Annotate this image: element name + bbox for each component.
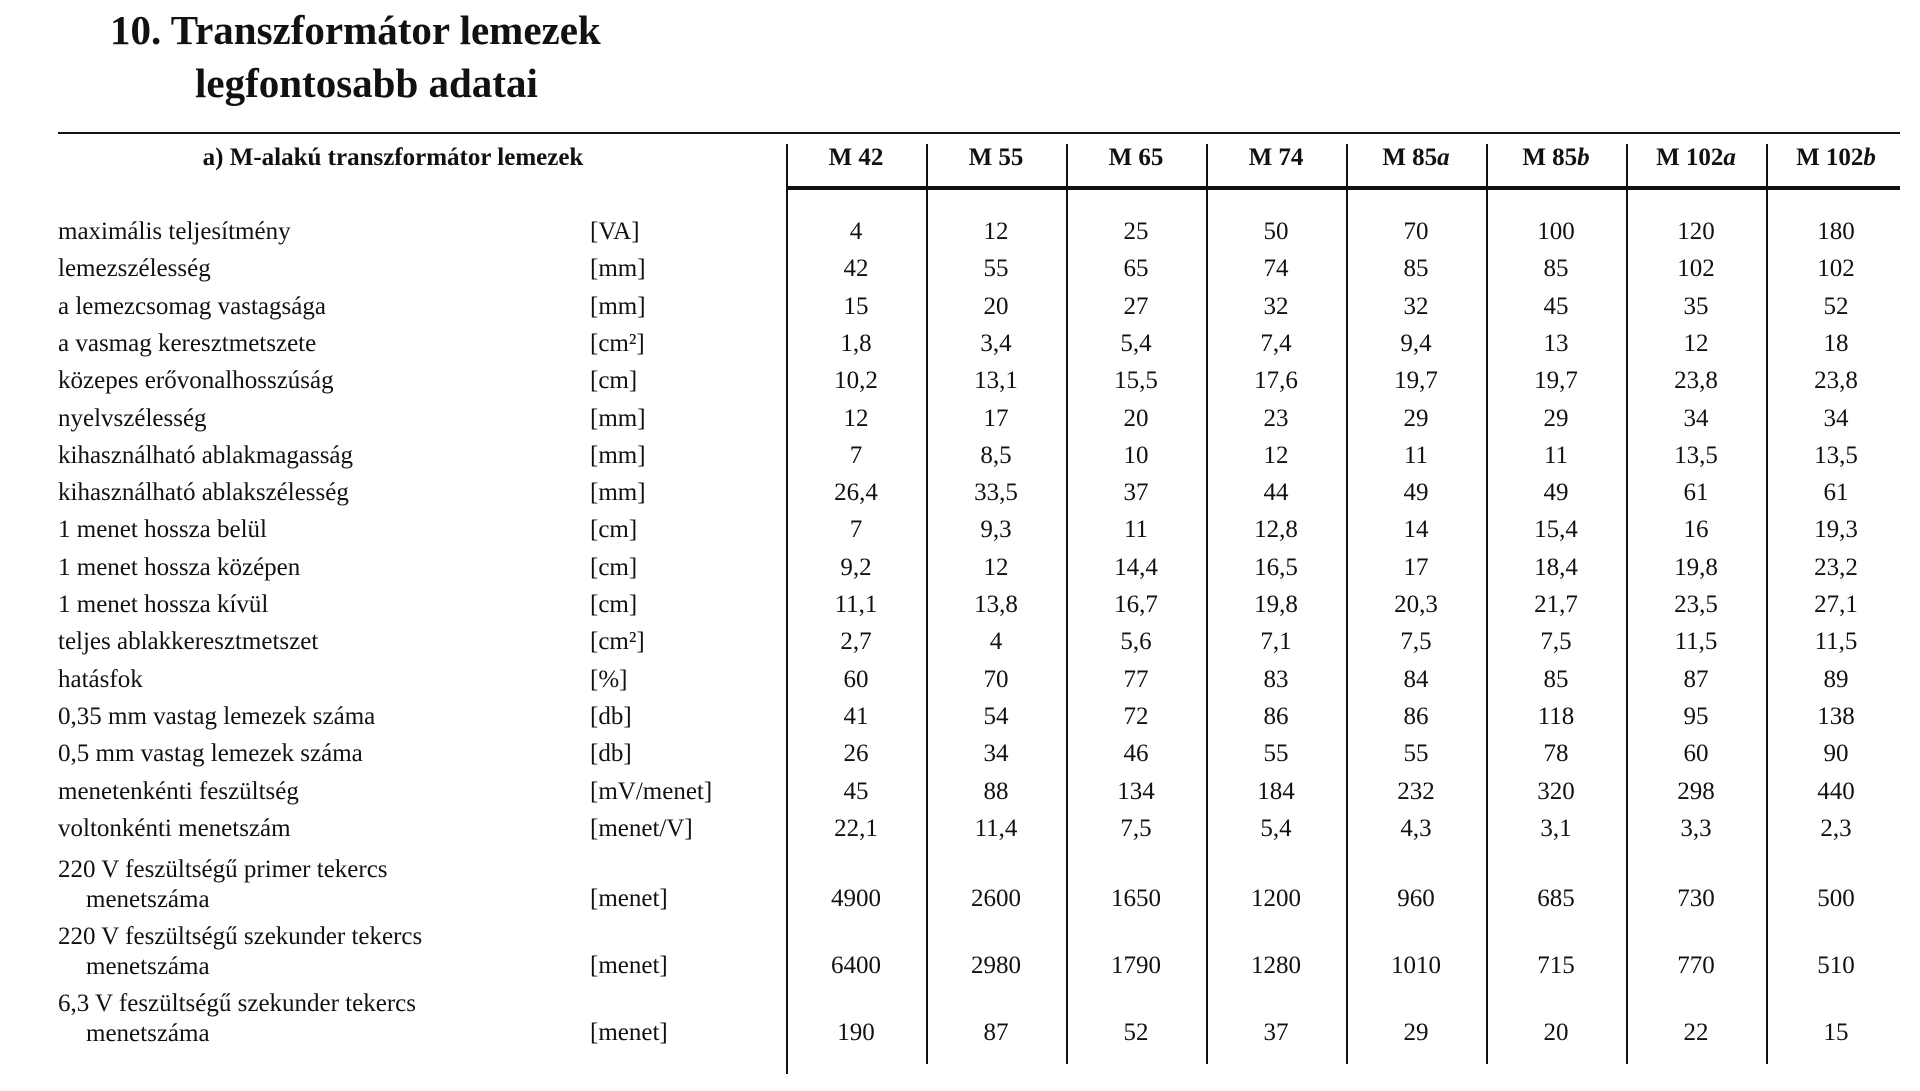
table-cell: 8,5: [980, 442, 1012, 469]
table-cell: 14: [1403, 516, 1429, 543]
table-cell: 7,5: [1540, 628, 1572, 655]
table-cell: 730: [1677, 885, 1715, 912]
row-label: 6,3 V feszültségű szekunder tekercs menetszáma: [58, 990, 416, 1047]
table-cell: 2600: [971, 885, 1021, 912]
table-cell: 15,5: [1114, 367, 1158, 394]
table-cell: 29: [1543, 405, 1569, 432]
table-cell: 49: [1543, 479, 1569, 506]
table-cell: 1280: [1251, 952, 1301, 979]
table-cell: 72: [1123, 703, 1149, 730]
table-cell: 1650: [1111, 885, 1161, 912]
table-cell: 34: [1823, 405, 1849, 432]
table-cell: 37: [1263, 1019, 1289, 1046]
table-cell: 20,3: [1394, 591, 1438, 618]
row-label: 1 menet hossza kívül: [58, 591, 269, 618]
table-cell: 52: [1123, 1019, 1149, 1046]
row-label: teljes ablakkeresztmetszet: [58, 628, 319, 655]
table-cell: 19,8: [1254, 591, 1298, 618]
table-cell: 35: [1683, 293, 1709, 320]
table-cell: 16,5: [1254, 554, 1298, 581]
table-row: [0, 740, 1920, 776]
table-cell: 12: [1683, 330, 1709, 357]
table-row: [0, 255, 1920, 291]
table-cell: 440: [1817, 778, 1855, 805]
table-cell: 19,7: [1534, 367, 1578, 394]
row-unit: [menet]: [590, 1019, 668, 1046]
table-cell: 13,5: [1674, 442, 1718, 469]
row-unit: [mm]: [590, 442, 646, 469]
row-label: hatásfok: [58, 666, 143, 693]
table-cell: 10,2: [834, 367, 878, 394]
table-cell: 5,4: [1260, 815, 1292, 842]
table-cell: 89: [1823, 666, 1849, 693]
table-cell: 9,3: [980, 516, 1012, 543]
table-cell: 2,3: [1820, 815, 1852, 842]
row-unit: [mm]: [590, 479, 646, 506]
row-unit: [mV/menet]: [590, 778, 713, 805]
table-cell: 11: [1123, 516, 1149, 543]
table-cell: 77: [1123, 666, 1149, 693]
table-cell: 26,4: [834, 479, 878, 506]
table-cell: 32: [1403, 293, 1429, 320]
column-header: M 74: [1248, 144, 1304, 171]
title-line-1: 10. Transzformátor lemezek: [110, 7, 601, 53]
table-cell: 15: [1823, 1019, 1849, 1046]
table-cell: 1,8: [840, 330, 872, 357]
table-cell: 65: [1123, 255, 1149, 282]
table-cell: 184: [1257, 778, 1295, 805]
table-row: [0, 367, 1920, 403]
table-cell: 61: [1683, 479, 1709, 506]
table-cell: 46: [1123, 740, 1149, 767]
row-label: 220 V feszültségű szekunder tekercs menetszáma: [58, 923, 423, 980]
table-cell: 770: [1677, 952, 1715, 979]
row-unit: [db]: [590, 703, 632, 730]
top-rule: [58, 132, 1900, 134]
row-unit: [mm]: [590, 255, 646, 282]
row-unit: [cm]: [590, 591, 638, 618]
table-cell: 16: [1683, 516, 1709, 543]
table-cell: 29: [1403, 405, 1429, 432]
table-cell: 54: [983, 703, 1009, 730]
table-row: [0, 591, 1920, 627]
table-cell: 3,1: [1540, 815, 1572, 842]
table-cell: 23,8: [1814, 367, 1858, 394]
table-cell: 1200: [1251, 885, 1301, 912]
row-label: közepes erővonalhosszúság: [58, 367, 334, 394]
table-cell: 120: [1677, 218, 1715, 245]
table-cell: 17: [1403, 554, 1429, 581]
table-cell: 9,2: [840, 554, 872, 581]
table-cell: 20: [1543, 1019, 1569, 1046]
table-cell: 85: [1543, 255, 1569, 282]
table-row: [0, 703, 1920, 739]
table-cell: 13: [1543, 330, 1569, 357]
table-row: [0, 815, 1920, 851]
table-cell: 715: [1537, 952, 1575, 979]
table-cell: 87: [983, 1019, 1009, 1046]
table-row: [0, 330, 1920, 366]
table-cell: 11: [1543, 442, 1569, 469]
table-cell: 4900: [831, 885, 881, 912]
row-label: a lemezcsomag vastagsága: [58, 293, 326, 320]
table-row: [0, 516, 1920, 552]
table-row: [0, 554, 1920, 590]
table-cell: 23,8: [1674, 367, 1718, 394]
column-header: M 65: [1108, 144, 1164, 171]
table-cell: 2980: [971, 952, 1021, 979]
table-cell: 20: [983, 293, 1009, 320]
table-cell: 61: [1823, 479, 1849, 506]
table-cell: 55: [1263, 740, 1289, 767]
table-cell: 4,3: [1400, 815, 1432, 842]
row-label: 0,5 mm vastag lemezek száma: [58, 740, 363, 767]
table-row: [0, 778, 1920, 814]
row-label: nyelvszélesség: [58, 405, 207, 432]
table-cell: 1010: [1391, 952, 1441, 979]
table-cell: 5,4: [1120, 330, 1152, 357]
table-cell: 10: [1123, 442, 1149, 469]
table-cell: 78: [1543, 740, 1569, 767]
table-cell: 22,1: [834, 815, 878, 842]
table-cell: 685: [1537, 885, 1575, 912]
table-cell: 12,8: [1254, 516, 1298, 543]
row-unit: [mm]: [590, 405, 646, 432]
table-cell: 41: [843, 703, 869, 730]
table-cell: 12: [1263, 442, 1289, 469]
table-cell: 45: [843, 778, 869, 805]
table-cell: 13,5: [1814, 442, 1858, 469]
table-cell: 17,6: [1254, 367, 1298, 394]
row-unit: [cm]: [590, 554, 638, 581]
table-cell: 13,1: [974, 367, 1018, 394]
column-header: M 42: [828, 144, 884, 171]
table-cell: 70: [1403, 218, 1429, 245]
table-cell: 86: [1403, 703, 1429, 730]
table-cell: 16,7: [1114, 591, 1158, 618]
table-row: [0, 405, 1920, 441]
column-header: M 102b: [1796, 144, 1876, 171]
table-cell: 232: [1397, 778, 1435, 805]
table-cell: 90: [1823, 740, 1849, 767]
table-cell: 19,3: [1814, 516, 1858, 543]
row-label: 220 V feszültségű primer tekercs menetszáma: [58, 856, 388, 913]
table-cell: 49: [1403, 479, 1429, 506]
table-cell: 84: [1403, 666, 1429, 693]
row-label: kihasználható ablakmagasság: [58, 442, 354, 469]
table-cell: 23,2: [1814, 554, 1858, 581]
table-cell: 18,4: [1534, 554, 1578, 581]
table-cell: 7,5: [1120, 815, 1152, 842]
table-cell: 7,1: [1260, 628, 1292, 655]
column-header: M 85b: [1522, 144, 1590, 171]
row-unit: [menet/V]: [590, 815, 693, 842]
table-cell: 55: [983, 255, 1009, 282]
table-cell: 86: [1263, 703, 1289, 730]
table-cell: 6400: [831, 952, 881, 979]
table-cell: 25: [1123, 218, 1149, 245]
table-row: [0, 479, 1920, 515]
row-unit: [db]: [590, 740, 632, 767]
table-cell: 83: [1263, 666, 1289, 693]
table-cell: 17: [983, 405, 1009, 432]
table-cell: 88: [983, 778, 1009, 805]
row-unit: [%]: [590, 666, 628, 693]
table-cell: 23: [1263, 405, 1289, 432]
table-cell: 3,4: [980, 330, 1012, 357]
table-cell: 11: [1403, 442, 1429, 469]
table-row: [0, 442, 1920, 478]
row-unit: [cm²]: [590, 330, 645, 357]
table-cell: 11,4: [974, 815, 1018, 842]
table-cell: 510: [1817, 952, 1855, 979]
table-cell: 2,7: [840, 628, 872, 655]
table-cell: 34: [983, 740, 1009, 767]
table-cell: 190: [837, 1019, 875, 1046]
table-row: [0, 922, 1920, 986]
table-cell: 12: [843, 405, 869, 432]
table-row: [0, 666, 1920, 702]
table-cell: 29: [1403, 1019, 1429, 1046]
table-cell: 500: [1817, 885, 1855, 912]
table-cell: 27,1: [1814, 591, 1858, 618]
table-cell: 18: [1823, 330, 1849, 357]
row-unit: [cm]: [590, 516, 638, 543]
table-cell: 1790: [1111, 952, 1161, 979]
table-row: [0, 989, 1920, 1053]
table-cell: 4: [849, 218, 863, 245]
table-cell: 55: [1403, 740, 1429, 767]
table-cell: 180: [1817, 218, 1855, 245]
table-cell: 4: [989, 628, 1003, 655]
row-unit: [menet]: [590, 952, 668, 979]
table-cell: 12: [983, 218, 1009, 245]
table-cell: 33,5: [974, 479, 1018, 506]
table-cell: 100: [1537, 218, 1575, 245]
column-header: M 85a: [1382, 144, 1450, 171]
table-cell: 85: [1543, 666, 1569, 693]
table-cell: 74: [1263, 255, 1289, 282]
table-cell: 3,3: [1680, 815, 1712, 842]
table-cell: 87: [1683, 666, 1709, 693]
table-cell: 60: [843, 666, 869, 693]
table-cell: 13,8: [974, 591, 1018, 618]
row-label: a vasmag keresztmetszete: [58, 330, 317, 357]
table-row: [0, 218, 1920, 254]
row-label: maximális teljesítmény: [58, 218, 291, 245]
table-cell: 85: [1403, 255, 1429, 282]
table-cell: 50: [1263, 218, 1289, 245]
table-cell: 32: [1263, 293, 1289, 320]
table-cell: 5,6: [1120, 628, 1152, 655]
row-unit: [mm]: [590, 293, 646, 320]
table-cell: 12: [983, 554, 1009, 581]
header-rule: [786, 186, 1900, 190]
table-cell: 134: [1117, 778, 1155, 805]
table-cell: 27: [1123, 293, 1149, 320]
row-unit: [cm²]: [590, 628, 645, 655]
table-cell: 34: [1683, 405, 1709, 432]
table-cell: 20: [1123, 405, 1149, 432]
table-cell: 26: [843, 740, 869, 767]
table-cell: 42: [843, 255, 869, 282]
table-cell: 70: [983, 666, 1009, 693]
row-unit: [menet]: [590, 885, 668, 912]
table-cell: 14,4: [1114, 554, 1158, 581]
table-cell: 15,4: [1534, 516, 1578, 543]
title-line-2: legfontosabb adatai: [195, 60, 538, 106]
table-cell: 22: [1683, 1019, 1709, 1046]
table-cell: 52: [1823, 293, 1849, 320]
row-unit: [cm]: [590, 367, 638, 394]
table-cell: 7,4: [1260, 330, 1292, 357]
table-cell: 9,4: [1400, 330, 1432, 357]
row-label: 0,35 mm vastag lemezek száma: [58, 703, 376, 730]
row-label: 1 menet hossza középen: [58, 554, 301, 581]
table-cell: 23,5: [1674, 591, 1718, 618]
table-cell: 118: [1537, 703, 1575, 730]
table-cell: 138: [1817, 703, 1855, 730]
table-cell: 95: [1683, 703, 1709, 730]
table-cell: 11,5: [1674, 628, 1718, 655]
table-cell: 7,5: [1400, 628, 1432, 655]
table-cell: 7: [849, 516, 863, 543]
table-cell: 11,1: [834, 591, 878, 618]
table-cell: 102: [1677, 255, 1715, 282]
table-cell: 19,7: [1394, 367, 1438, 394]
row-label: 1 menet hossza belül: [58, 516, 267, 543]
table-row: [0, 628, 1920, 664]
table-cell: 19,8: [1674, 554, 1718, 581]
table-cell: 21,7: [1534, 591, 1578, 618]
table-cell: 298: [1677, 778, 1715, 805]
row-label: lemezszélesség: [58, 255, 211, 282]
row-unit: [VA]: [590, 218, 640, 245]
section-label: a) M-alakú transzformátor lemezek: [202, 144, 584, 171]
column-header: M 102a: [1656, 144, 1736, 171]
table-cell: 102: [1817, 255, 1855, 282]
table-row: [0, 855, 1920, 919]
row-label: kihasználható ablakszélesség: [58, 479, 349, 506]
table-cell: 11,5: [1814, 628, 1858, 655]
page-title: [110, 4, 601, 110]
row-label: menetenkénti feszültség: [58, 778, 299, 805]
table-cell: 44: [1263, 479, 1289, 506]
table-cell: 960: [1397, 885, 1435, 912]
table-cell: 45: [1543, 293, 1569, 320]
table-cell: 7: [849, 442, 863, 469]
table-row: [0, 293, 1920, 329]
table-cell: 60: [1683, 740, 1709, 767]
column-header: M 55: [968, 144, 1024, 171]
table-cell: 320: [1537, 778, 1575, 805]
row-label: voltonkénti menetszám: [58, 815, 291, 842]
table-cell: 37: [1123, 479, 1149, 506]
table-cell: 15: [843, 293, 869, 320]
